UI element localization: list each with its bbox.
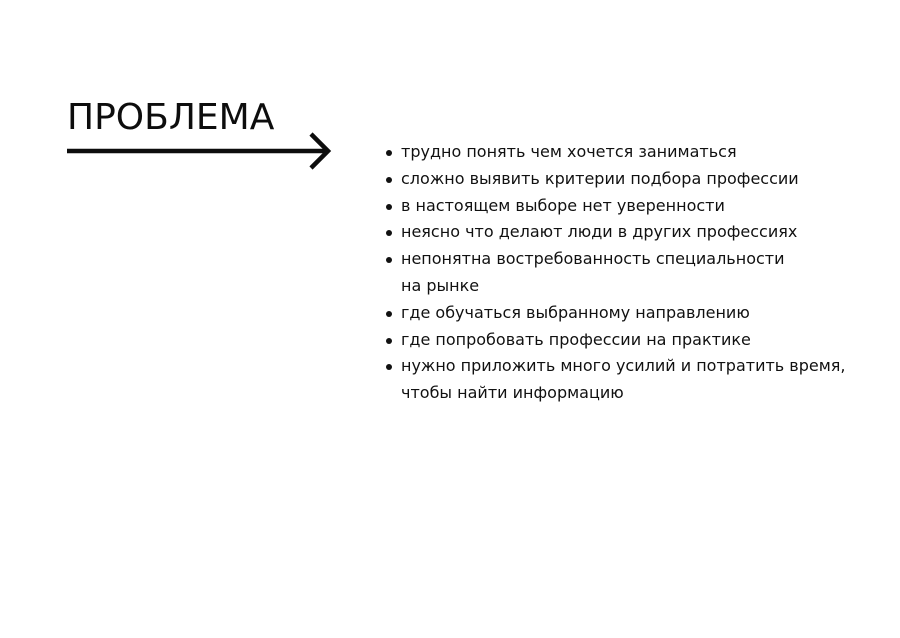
- list-item-text: трудно понять чем хочется заниматься: [401, 142, 737, 161]
- list-item: [386, 300, 866, 327]
- list-item-text-continued: чтобы найти информацию: [401, 383, 624, 403]
- list-item: [386, 193, 866, 220]
- list-item-text-continued: на рынке: [401, 275, 480, 295]
- list-item: [386, 166, 866, 193]
- bullet-icon: [386, 364, 392, 370]
- problem-list: [386, 139, 866, 407]
- bullet-icon: [386, 204, 392, 210]
- right-arrow-icon: [64, 130, 334, 172]
- list-item: [386, 246, 866, 300]
- list-item-text: нужно приложить много усилий и потратить время,: [401, 356, 846, 376]
- page-title: ПРОБЛЕМА: [67, 97, 275, 138]
- bullet-icon: [386, 311, 392, 317]
- bullet-icon: [386, 230, 392, 236]
- bullet-icon: [386, 150, 392, 156]
- list-item-text: где обучаться выбранному направлению: [401, 302, 750, 322]
- bullet-icon: [386, 177, 392, 183]
- bullet-icon: [386, 338, 392, 344]
- list-item: [386, 327, 866, 354]
- list-item: [386, 139, 866, 166]
- list-item-text: сложно выявить критерии подбора профессии: [401, 168, 799, 188]
- list-item-text: непонятна востребованность специальности: [401, 249, 785, 269]
- list-item-text: где попробовать профессии на практике: [401, 329, 751, 349]
- bullet-icon: [386, 257, 392, 263]
- list-item: [386, 353, 866, 407]
- list-item-text: в настоящем выборе нет уверенности: [401, 195, 725, 215]
- list-item: [386, 219, 866, 246]
- list-item-text: неясно что делают люди в других профессиях: [401, 222, 798, 242]
